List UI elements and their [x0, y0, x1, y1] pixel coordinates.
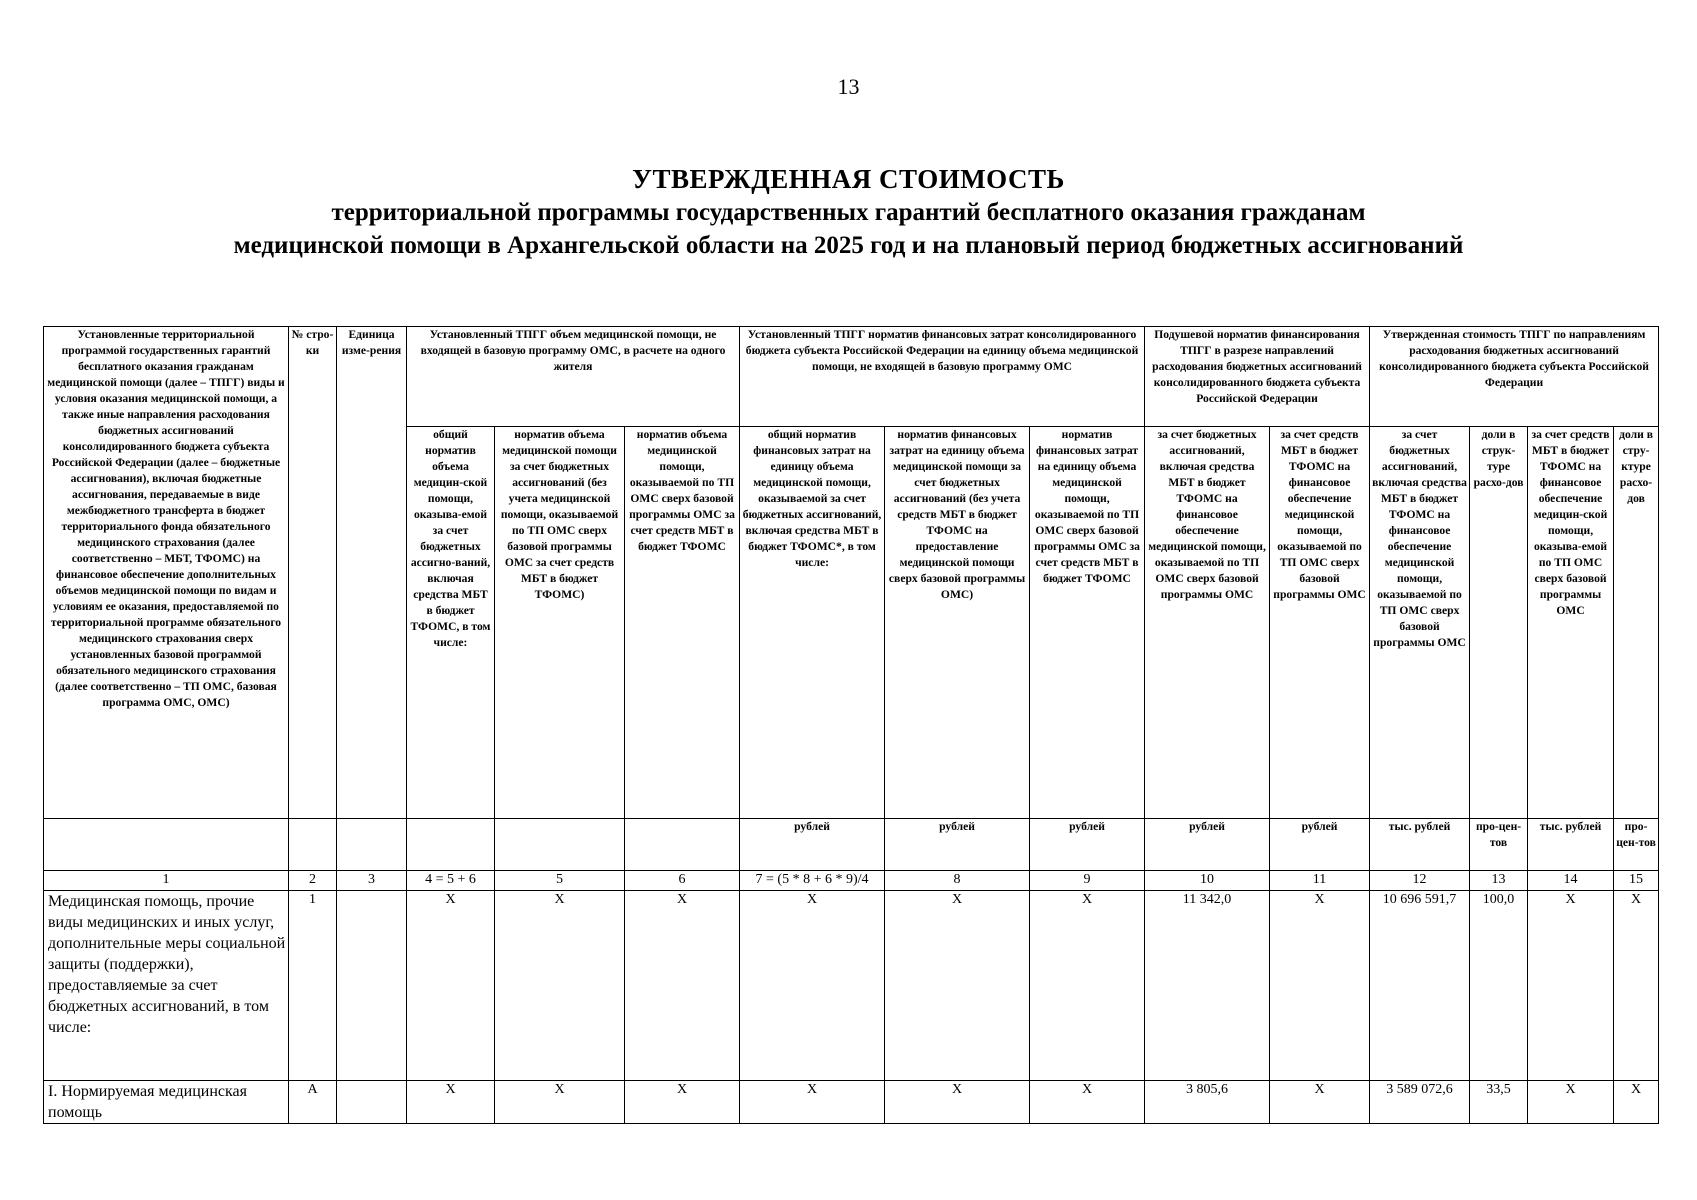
header-col-8: норматив финансовых затрат на единицу объема медицинской помощи за счет бюджетных ассигнований (без учета средств МБТ в бюджет ТФОМС на предоставление медицинской помощи сверх базовой программы ОМС): [885, 427, 1030, 819]
table-cell: 33,5: [1470, 1081, 1528, 1124]
table-cell: X: [625, 1081, 740, 1124]
column-number: 9: [1030, 871, 1145, 891]
table-cell: X: [1614, 1081, 1659, 1124]
column-number: 14: [1528, 871, 1614, 891]
table-cell: X: [1270, 1081, 1370, 1124]
column-number: 1: [44, 871, 289, 891]
header-unit: Единица изме-рения: [337, 327, 407, 819]
table-cell: X: [1528, 891, 1614, 1081]
column-number: 10: [1145, 871, 1270, 891]
header-col-14: за счет средств МБТ в бюджет ТФОМС на финансовое обеспечение медицин-ской помощи, оказыва-емой по ТП ОМС сверх базовой программы ОМС: [1528, 427, 1614, 819]
table-cell: X: [885, 891, 1030, 1081]
table-row: [44, 1081, 1659, 1124]
header-cost-norm-group: Установленный ТПГГ норматив финансовых затрат консолидированного бюджета субъекта Российской Федерации на единицу объема медицинской помощи, не входящей в базовую программу ОМС: [740, 327, 1145, 427]
table-cell: X: [1030, 1081, 1145, 1124]
row-number: 1: [289, 891, 337, 1081]
unit-col-7: рублей: [740, 819, 885, 871]
table-cell: X: [495, 891, 625, 1081]
table-cell: X: [407, 891, 495, 1081]
column-number: 7 = (5 * 8 + 6 * 9)/4: [740, 871, 885, 891]
unit-cell: [625, 819, 740, 871]
header-volume-group: Установленный ТПГГ объем медицинской помощи, не входящей в базовую программу ОМС, в расчете на одного жителя: [407, 327, 740, 427]
header-col-5: норматив объема медицинской помощи за счет бюджетных ассигнований (без учета медицинской помощи, оказываемой по ТП ОМС сверх базовой программы ОМС за счет средств МБТ в бюджет ТФОМС): [495, 427, 625, 819]
header-col-10: за счет бюджетных ассигнований, включая средства МБТ в бюджет ТФОМС на финансовое обеспечение медицинской помощи, оказываемой по ТП ОМС сверх базовой программы ОМС: [1145, 427, 1270, 819]
column-number: 12: [1370, 871, 1470, 891]
unit-cell: [337, 819, 407, 871]
table-cell: 100,0: [1470, 891, 1528, 1081]
table-cell: 3 805,6: [1145, 1081, 1270, 1124]
header-col-15: доли в стру-ктуре расхо-дов: [1614, 427, 1659, 819]
table-cell: X: [740, 891, 885, 1081]
table-cell: X: [1528, 1081, 1614, 1124]
unit-col-11: рублей: [1270, 819, 1370, 871]
header-per-capita-group: Подушевой норматив финансирования ТПГГ в разрезе направлений расходования бюджетных ассигнований консолидированного бюджета субъекта Российской Федерации: [1145, 327, 1370, 427]
document-subtitle-line-1: территориальной программы государственных гарантий бесплатного оказания гражданам: [331, 199, 1366, 226]
table-cell: X: [1270, 891, 1370, 1081]
column-number: 8: [885, 871, 1030, 891]
page-number: 13: [837, 74, 860, 99]
table-cell: 10 696 591,7: [1370, 891, 1470, 1081]
header-col-9: норматив финансовых затрат на единицу объема медицинской помощи, оказываемой по ТП ОМС сверх базовой программы ОМС за счет средств МБТ в бюджет ТФОМС: [1030, 427, 1145, 819]
unit-col-9: рублей: [1030, 819, 1145, 871]
unit-cell: [44, 819, 289, 871]
column-number: 6: [625, 871, 740, 891]
column-number: 4 = 5 + 6: [407, 871, 495, 891]
unit-cell: [289, 819, 337, 871]
header-col-13: доли в струк-туре расхо-дов: [1470, 427, 1528, 819]
table-cell: X: [495, 1081, 625, 1124]
unit-col-15: про-цен-тов: [1614, 819, 1659, 871]
header-col-11: за счет средств МБТ в бюджет ТФОМС на финансовое обеспечение медицинской помощи, оказываемой по ТП ОМС сверх базовой программы ОМС: [1270, 427, 1370, 819]
column-number: 11: [1270, 871, 1370, 891]
table-cell: X: [1614, 891, 1659, 1081]
header-approved-cost-group: Утвержденная стоимость ТПГГ по направлениям расходования бюджетных ассигнований консолидированного бюджета субъекта Российской Федерации: [1370, 327, 1659, 427]
table-cell: [337, 891, 407, 1081]
table-cell: X: [407, 1081, 495, 1124]
table-cell: [337, 1081, 407, 1124]
row-name: Медицинская помощь, прочие виды медицинских и иных услуг, дополнительные меры социальной защиты (поддержки), предоставляемые за счет бюджетных ассигнований, в том числе:: [44, 891, 289, 1081]
document-title: УТВЕРЖДЕННАЯ СТОИМОСТЬ: [632, 164, 1065, 194]
column-number: 15: [1614, 871, 1659, 891]
unit-col-14: тыс. рублей: [1528, 819, 1614, 871]
table-cell: 3 589 072,6: [1370, 1081, 1470, 1124]
header-col-6: норматив объема медицинской помощи, оказываемой по ТП ОМС сверх базовой программы ОМС за счет средств МБТ в бюджет ТФОМС: [625, 427, 740, 819]
header-services: Установленные территориальной программой государственных гарантий бесплатного оказания гражданам медицинской помощи (далее – ТПГГ) виды и условия оказания медицинской помощи, а также иные направления расходования бюджетных ассигнований консолидированного бюджета субъекта Российской Федерации (далее – бюджетные ассигнования), включая бюджетные ассигнования, передаваемые в виде межбюджетного трансферта в бюджет территориального фонда обязательного медицинского страхования (далее соответственно – МБТ, ТФОМС) на финансовое обеспечение дополнительных объемов медицинской помощи по видам и условиям ее оказания, предоставляемой по территориальной программе обязательного медицинского страхования сверх установленных базовой программой обязательного медицинского страхования (далее соответственно – ТП ОМС, базовая программа ОМС, ОМС): [44, 327, 289, 819]
column-number: 2: [289, 871, 337, 891]
table-cell: X: [740, 1081, 885, 1124]
unit-col-13: про-цен-тов: [1470, 819, 1528, 871]
unit-cell: [407, 819, 495, 871]
document-subtitle-line-2: медицинской помощи в Архангельской области на 2025 год и на плановый период бюджетных ассигнований: [233, 232, 1464, 259]
column-number: 13: [1470, 871, 1528, 891]
unit-col-12: тыс. рублей: [1370, 819, 1470, 871]
header-col-4: общий норматив объема медицин-ской помощи, оказыва-емой за счет бюджетных ассигно-ваний, включая средства МБТ в бюджет ТФОМС, в том числе:: [407, 427, 495, 819]
row-number: А: [289, 1081, 337, 1124]
table-row: [44, 891, 1659, 1081]
table-cell: X: [625, 891, 740, 1081]
table-cell: X: [1030, 891, 1145, 1081]
unit-col-10: рублей: [1145, 819, 1270, 871]
unit-cell: [495, 819, 625, 871]
cost-table: [43, 326, 1659, 1124]
table-cell: 11 342,0: [1145, 891, 1270, 1081]
unit-col-8: рублей: [885, 819, 1030, 871]
column-number: 3: [337, 871, 407, 891]
row-name: I. Нормируемая медицинская помощь: [44, 1081, 289, 1124]
header-col-12: за счет бюджетных ассигнований, включая средства МБТ в бюджет ТФОМС на финансовое обеспечение медицинской помощи, оказываемой по ТП ОМС сверх базовой программы ОМС: [1370, 427, 1470, 819]
header-row-number: № стро-ки: [289, 327, 337, 819]
table-cell: X: [885, 1081, 1030, 1124]
header-col-7: общий норматив финансовых затрат на единицу объема медицинской помощи, оказываемой за счет бюджетных ассигнований, включая средства МБТ в бюджет ТФОМС*, в том числе:: [740, 427, 885, 819]
column-number: 5: [495, 871, 625, 891]
